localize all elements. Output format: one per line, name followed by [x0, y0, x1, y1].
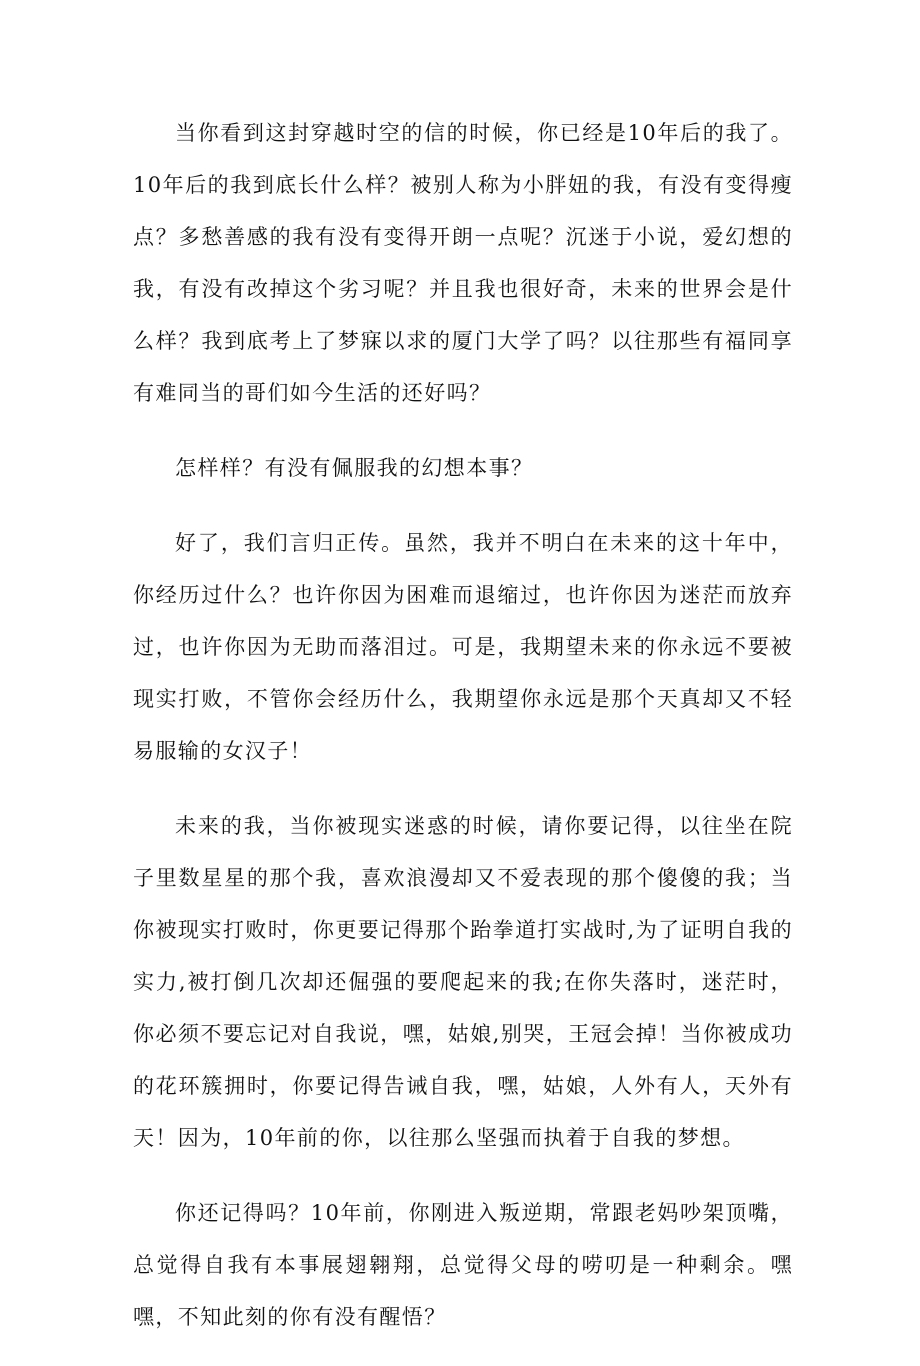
- paragraph-2: 怎样样？有没有佩服我的幻想本事？: [175, 456, 534, 480]
- paragraph-1: 当你看到这封穿越时空的信的时候，你已经是10年后的我了。10年后的我到底长什么样？被别人称为小胖妞的我，有没有变得瘦点？多愁善感的我有没有变得开朗一点呢？沉迷于小说，爱幻想的我，有没有改掉这个劣习呢？并且我也很好奇，未来的世界会是什么样？我到底考上了梦寐以求的厦门大学了吗？以往那些有福同享有难同当的哥们如今生活的还好吗？: [133, 121, 793, 405]
- paragraph-5: 你还记得吗？10年前，你刚进入叛逆期，常跟老妈吵架顶嘴，总觉得自我有本事展翅翱翔，总觉得父母的唠叨是一种剩余。嘿嘿，不知此刻的你有没有醒悟？: [133, 1201, 793, 1329]
- paragraph-3: 好了，我们言归正传。虽然，我并不明白在未来的这十年中，你经历过什么？也许你因为困难而退缩过，也许你因为迷茫而放弃过，也许你因为无助而落泪过。可是，我期望未来的你永远不要被现实打败，不管你会经历什么，我期望你永远是那个天真却又不轻易服输的女汉子！: [133, 531, 793, 763]
- letter-body: [133, 107, 793, 1366]
- paragraph-4: 未来的我，当你被现实迷惑的时候，请你要记得，以往坐在院子里数星星的那个我，喜欢浪漫却又不爱表现的那个傻傻的我；当你被现实打败时，你更要记得那个跆拳道打实战时,为了证明自我的实力,被打倒几次却还倔强的要爬起来的我;在你失落时，迷茫时，你必须不要忘记对自我说，嘿，姑娘,别哭，王冠会掉！当你被成功的花环簇拥时，你要记得告诫自我，嘿，姑娘，人外有人，天外有天！因为，10年前的你，以往那么坚强而执着于自我的梦想。: [133, 814, 793, 1150]
